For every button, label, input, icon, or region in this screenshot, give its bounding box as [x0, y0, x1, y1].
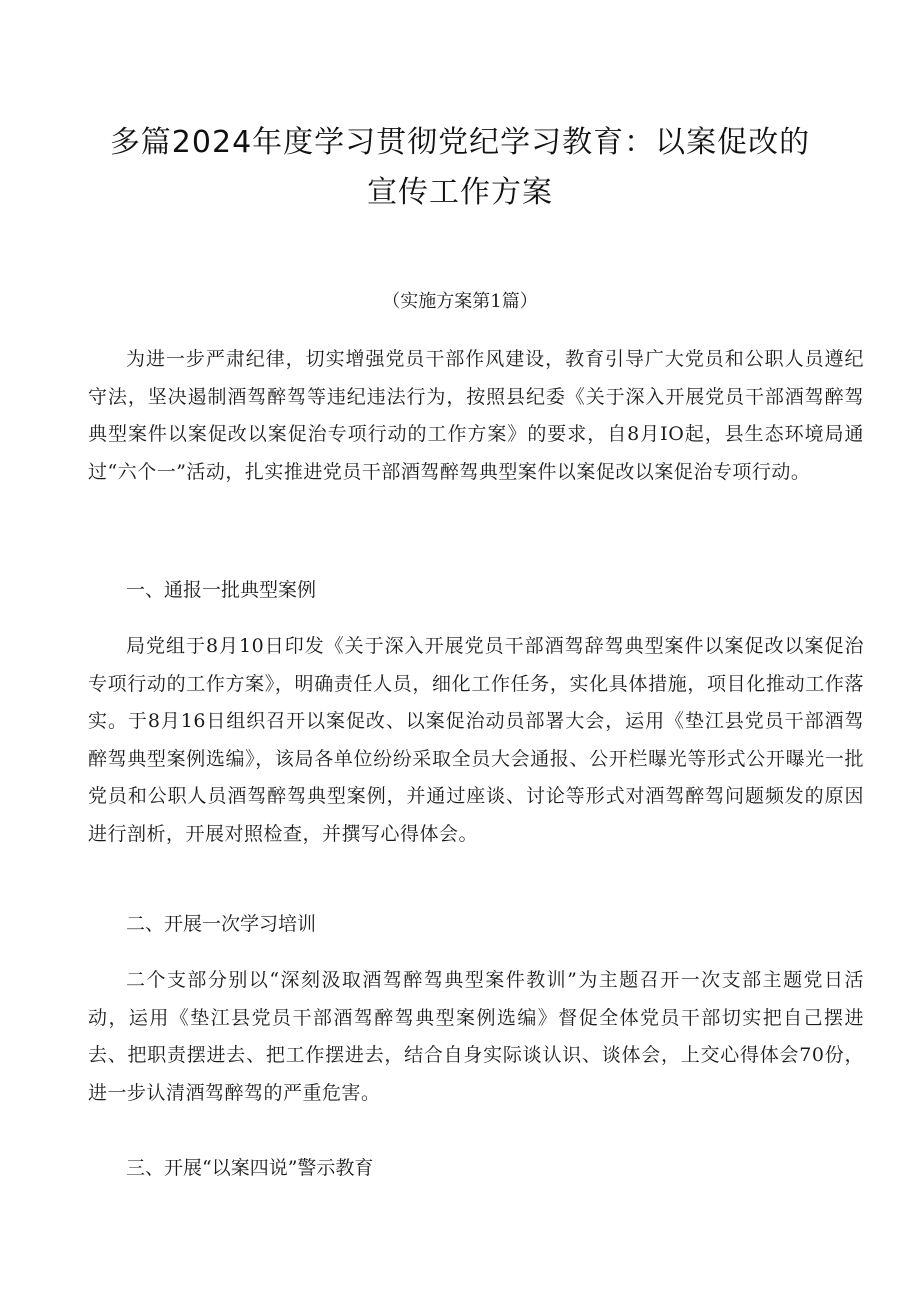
document-title	[60, 118, 860, 218]
section-1-body: 局党组于8月10日印发《关于深入开展党员干部酒驾辞驾典型案件以案促改以案促治专项行动的工作方案》，明确责任人员，细化工作任务，实化具体措施，项目化推动工作落实。于8月16日组织召开以案促改、以案促治动员部署大会，运用《垫江县党员干部酒驾醉驾典型案例选编》，该局各单位纷纷采取全员大会通报、公开栏曝光等形式公开曝光一批党员和公职人员酒驾醉驾典型案例，并通过座谈、讨论等形式对酒驾醉驾问题频发的原因进行剖析，开展对照检查，并撰写心得体会。	[88, 635, 864, 845]
section-2-heading: 二、开展一次学习培训	[126, 913, 317, 935]
section-1-heading: 一、通报一批典型案例	[126, 579, 317, 601]
section-2-body: 二个支部分别以“深刻汲取酒驾醉驾典型案件教训”为主题召开一次支部主题党日活动，运用《垫江县党员干部酒驾醉驾典型案例选编》督促全体党员干部切实把自己摆进去、把职责摆进去、把工作摆进去，结合自身实际谈认识、谈体会，上交心得体会70份，进一步认清酒驾醉驾的严重危害。	[88, 969, 864, 1104]
document-subtitle: （实施方案第1篇）	[382, 291, 538, 312]
intro-paragraph: 为进一步严肃纪律，切实增强党员干部作风建设，教育引导广大党员和公职人员遵纪守法，坚决遏制酒驾醉驾等违纪违法行为，按照县纪委《关于深入开展党员干部酒驾醉驾典型案件以案促改以案促治专项行动的工作方案》的要求，自8月IO起，县生态环境局通过“六个一”活动，扎实推进党员干部酒驾醉驾典型案件以案促改以案促治专项行动。	[88, 348, 864, 483]
section-3-heading: 三、开展“以案四说”警示教育	[126, 1157, 374, 1179]
title-line-2: 宣传工作方案	[367, 175, 553, 210]
title-line-1: 多篇2024年度学习贯彻党纪学习教育：以案促改的	[109, 125, 811, 160]
